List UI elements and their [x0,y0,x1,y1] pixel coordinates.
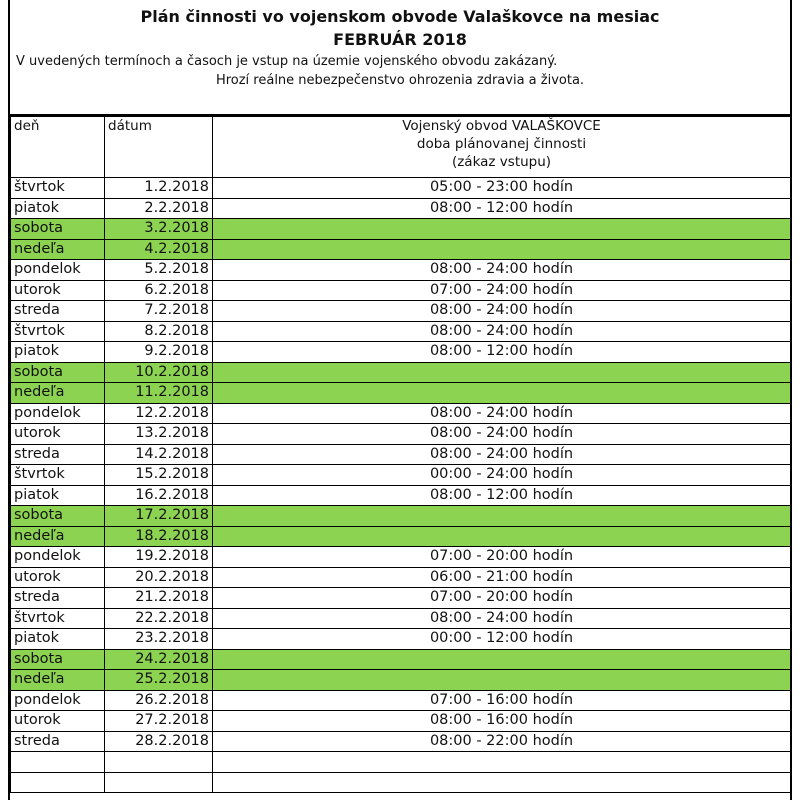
cell-hours [213,219,791,240]
table-row [11,424,791,445]
cell-hours: 08:00 - 24:00 hodín [213,608,791,629]
cell-hours [213,383,791,404]
activity-header-line3: (zákaz vstupu) [451,154,552,170]
cell-day: pondelok [11,403,105,424]
cell-day: streda [11,588,105,609]
cell-hours: 00:00 - 12:00 hodín [213,629,791,650]
table-row-weekend [11,506,791,527]
cell-hours: 08:00 - 24:00 hodín [213,444,791,465]
cell-day: piatok [11,198,105,219]
cell-day: nedeľa [11,670,105,691]
cell-hours: 08:00 - 12:00 hodín [213,485,791,506]
cell-day: štvrtok [11,608,105,629]
table-row [11,752,791,773]
cell-day: štvrtok [11,465,105,486]
table-row [11,629,791,650]
table-row-weekend [11,219,791,240]
cell-hours: 08:00 - 12:00 hodín [213,198,791,219]
table-row [11,711,791,732]
cell-hours: 08:00 - 24:00 hodín [213,301,791,322]
table-row-weekend [11,383,791,404]
access-notice: V uvedených termínoch a časoch je vstup na územie vojenského obvodu zakázaný. [16,54,558,69]
cell-date: 10.2.2018 [105,362,213,383]
table-row [11,178,791,199]
cell-date: 27.2.2018 [105,711,213,732]
cell-date: 5.2.2018 [105,260,213,281]
schedule-table [10,116,791,793]
table-row [11,588,791,609]
cell-hours: 07:00 - 20:00 hodín [213,588,791,609]
cell-day: piatok [11,629,105,650]
cell-date: 28.2.2018 [105,731,213,752]
table-row-weekend [11,670,791,691]
cell-date: 17.2.2018 [105,506,213,527]
table-row [11,280,791,301]
cell-hours [213,506,791,527]
cell-hours: 07:00 - 16:00 hodín [213,690,791,711]
cell-hours [213,772,791,793]
table-row [11,260,791,281]
table-row [11,198,791,219]
table-row [11,690,791,711]
cell-date: 18.2.2018 [105,526,213,547]
table-row-weekend [11,239,791,260]
table-row [11,403,791,424]
cell-date: 13.2.2018 [105,424,213,445]
cell-hours [213,649,791,670]
cell-hours: 08:00 - 24:00 hodín [213,260,791,281]
cell-date: 6.2.2018 [105,280,213,301]
cell-date: 1.2.2018 [105,178,213,199]
cell-hours [213,670,791,691]
activity-header-line1: Vojenský obvod VALAŠKOVCE [402,118,601,134]
table-row [11,608,791,629]
cell-date: 20.2.2018 [105,567,213,588]
cell-date: 26.2.2018 [105,690,213,711]
document-month: FEBRUÁR 2018 [333,30,467,49]
cell-date: 4.2.2018 [105,239,213,260]
cell-hours: 06:00 - 21:00 hodín [213,567,791,588]
document-header [10,0,790,116]
column-header-activity [213,117,791,178]
cell-date: 15.2.2018 [105,465,213,486]
cell-day: sobota [11,649,105,670]
table-row [11,485,791,506]
table-row-weekend [11,649,791,670]
cell-hours: 08:00 - 22:00 hodín [213,731,791,752]
document-title: Plán činnosti vo vojenskom obvode Valaškovce na mesiac [140,7,660,26]
table-row [11,301,791,322]
cell-hours: 08:00 - 24:00 hodín [213,424,791,445]
cell-date: 11.2.2018 [105,383,213,404]
cell-day: streda [11,301,105,322]
cell-hours: 07:00 - 24:00 hodín [213,280,791,301]
cell-day: utorok [11,711,105,732]
table-row [11,321,791,342]
table-row-weekend [11,526,791,547]
cell-day: nedeľa [11,383,105,404]
cell-hours: 08:00 - 24:00 hodín [213,321,791,342]
cell-date: 3.2.2018 [105,219,213,240]
cell-date: 2.2.2018 [105,198,213,219]
cell-day: sobota [11,506,105,527]
cell-date: 24.2.2018 [105,649,213,670]
cell-day: pondelok [11,547,105,568]
cell-day: štvrtok [11,178,105,199]
cell-date: 16.2.2018 [105,485,213,506]
cell-day: sobota [11,219,105,240]
table-row [11,342,791,363]
cell-day: pondelok [11,690,105,711]
cell-day: pondelok [11,260,105,281]
cell-hours: 08:00 - 12:00 hodín [213,342,791,363]
table-row [11,444,791,465]
cell-day: piatok [11,342,105,363]
cell-date [105,772,213,793]
cell-date: 12.2.2018 [105,403,213,424]
cell-day: streda [11,444,105,465]
cell-day: sobota [11,362,105,383]
cell-date: 7.2.2018 [105,301,213,322]
cell-date: 23.2.2018 [105,629,213,650]
cell-date: 21.2.2018 [105,588,213,609]
cell-day: štvrtok [11,321,105,342]
schedule-document [8,0,792,800]
table-row [11,731,791,752]
cell-day: nedeľa [11,526,105,547]
cell-date: 8.2.2018 [105,321,213,342]
cell-date: 25.2.2018 [105,670,213,691]
table-row-weekend [11,362,791,383]
cell-day: nedeľa [11,239,105,260]
cell-day: utorok [11,280,105,301]
cell-day: utorok [11,567,105,588]
cell-date: 9.2.2018 [105,342,213,363]
cell-hours: 08:00 - 16:00 hodín [213,711,791,732]
cell-hours: 07:00 - 20:00 hodín [213,547,791,568]
cell-hours: 05:00 - 23:00 hodín [213,178,791,199]
cell-date: 14.2.2018 [105,444,213,465]
cell-hours [213,239,791,260]
cell-day: streda [11,731,105,752]
column-header-date: dátum [105,117,213,178]
activity-header-line2: doba plánovanej činnosti [416,136,587,152]
cell-hours [213,526,791,547]
cell-day [11,752,105,773]
cell-hours [213,752,791,773]
table-row [11,465,791,486]
cell-date: 19.2.2018 [105,547,213,568]
danger-notice: Hrozí reálne nebezpečenstvo ohrozenia zdravia a života. [215,73,585,88]
cell-day: piatok [11,485,105,506]
table-header-row [11,117,791,178]
table-row [11,772,791,793]
table-row [11,547,791,568]
cell-day: utorok [11,424,105,445]
cell-date [105,752,213,773]
cell-hours: 08:00 - 24:00 hodín [213,403,791,424]
column-header-day: deň [11,117,105,178]
cell-hours: 00:00 - 24:00 hodín [213,465,791,486]
cell-day [11,772,105,793]
cell-date: 22.2.2018 [105,608,213,629]
cell-hours [213,362,791,383]
table-row [11,567,791,588]
